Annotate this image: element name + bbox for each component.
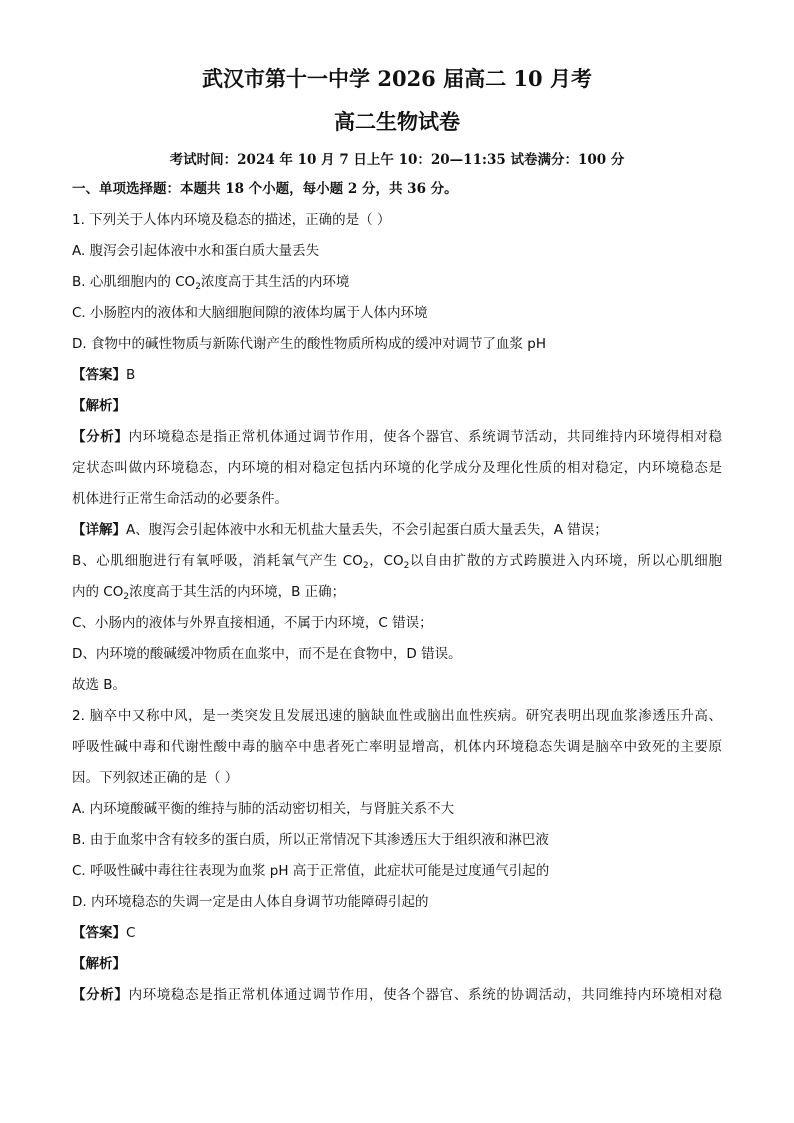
q1-fenxi-1 <box>72 415 722 446</box>
xiangjie-tag: 【详解】 <box>72 522 126 538</box>
subscript: 2 <box>362 561 369 571</box>
q1-option-b-text-end: 浓度高于其生活的内环境 <box>200 274 350 290</box>
q1-conclusion: 故选 B。 <box>72 677 127 693</box>
q1-xiangjie-c: C、小肠内的液体与外界直接相通，不属于内环境，C 错误； <box>72 615 433 631</box>
q1-analysis <box>72 384 722 415</box>
fenxi-text: 内环境稳态是指正常机体通过调节作用，使各个器官、系统调节活动，共同维持内环境得相对稳 <box>128 429 722 445</box>
xiangjie-text: A、腹泻会引起体液中水和无机盐大量丢失，不会引起蛋白质大量丢失，A 错误； <box>126 522 608 538</box>
fenxi-text: 内环境稳态是指正常机体通过调节作用，使各个器官、系统的协调活动，共同维持内环境相对稳 <box>128 987 722 1003</box>
answer-value: B <box>126 367 136 383</box>
q1-fenxi-3: 机体进行正常生命活动的必要条件。 <box>72 491 288 507</box>
xj-b1-mid: ，CO <box>368 553 404 569</box>
q1-xiangjie-b1 <box>72 539 722 570</box>
q2-stem-3: 因。下列叙述正确的是（ ） <box>72 770 239 786</box>
analysis-tag: 【解析】 <box>72 956 126 972</box>
q1-fenxi-2: 定状态叫做内环境稳态，内环境的相对稳定包括内环境的化学成分及理化性质的相对稳定，内环境稳态是 <box>72 460 722 476</box>
exam-title: 武汉市第十一中学 2026 届高二 10 月考 <box>202 66 592 91</box>
xj-b2-end: 浓度高于其生活的内环境，B 正确； <box>129 584 346 600</box>
xj-b1-end: 以自由扩散的方式跨膜进入内环境，所以心肌细胞 <box>409 553 722 569</box>
answer-tag: 【答案】 <box>72 367 126 383</box>
exam-info: 考试时间：2024 年 10 月 7 日上午 10：20—11:35 试卷满分：100 分 <box>169 152 625 168</box>
subscript: 2 <box>123 592 130 602</box>
q1-xiangjie-d: D、内环境的酸碱缓冲物质在血浆中，而不是在食物中，D 错误。 <box>72 646 462 662</box>
xj-b1-text: B、心肌细胞进行有氧呼吸，消耗氧气产生 CO <box>72 553 363 569</box>
exam-subtitle: 高二生物试卷 <box>334 109 460 134</box>
q2-answer <box>72 911 722 942</box>
answer-tag: 【答案】 <box>72 925 126 941</box>
subscript: 2 <box>403 561 410 571</box>
q1-stem: 1. 下列关于人体内环境及稳态的描述，正确的是（ ） <box>72 212 391 228</box>
q1-answer <box>72 353 722 384</box>
q1-option-a: A. 腹泻会引起体液中水和蛋白质大量丢失 <box>72 243 320 259</box>
q1-option-c: C. 小肠腔内的液体和大脑细胞间隙的液体均属于人体内环境 <box>72 305 428 321</box>
subscript: 2 <box>195 282 201 292</box>
q1-xiangjie-b2 <box>72 570 722 601</box>
q2-stem-1: 2. 脑卒中又称中风，是一类突发且发展迅速的脑缺血性或脑出血性疾病。研究表明出现血浆渗透压升高、 <box>72 708 722 724</box>
q2-stem-2: 呼吸性碱中毒和代谢性酸中毒的脑卒中患者死亡率明显增高，机体内环境稳态失调是脑卒中致死的主要原 <box>72 739 722 755</box>
q2-option-c: C. 呼吸性碱中毒往往表现为血浆 pH 高于正常值，此症状可能是过度通气引起的 <box>72 863 550 879</box>
q1-xiangjie-a <box>72 508 722 539</box>
fenxi-tag: 【分析】 <box>72 987 129 1003</box>
answer-value: C <box>126 925 136 941</box>
question-1 <box>72 198 722 694</box>
q2-analysis <box>72 942 722 973</box>
q2-fenxi-1 <box>72 973 722 1004</box>
fenxi-tag: 【分析】 <box>72 429 129 445</box>
xj-b2-text: 内的 CO <box>72 584 124 600</box>
q2-option-a: A. 内环境酸碱平衡的维持与肺的活动密切相关，与肾脏关系不大 <box>72 801 455 817</box>
section-heading: 一、单项选择题：本题共 18 个小题，每小题 2 分，共 36 分。 <box>72 181 458 197</box>
q2-option-b: B. 由于血浆中含有较多的蛋白质，所以正常情况下其渗透压大于组织液和淋巴液 <box>72 832 549 848</box>
analysis-tag: 【解析】 <box>72 398 126 414</box>
question-2 <box>72 694 722 1004</box>
q1-option-b <box>72 260 722 291</box>
q1-option-b-text: B. 心肌细胞内的 CO <box>72 274 196 290</box>
q2-option-d: D. 内环境稳态的失调一定是由人体自身调节功能障碍引起的 <box>72 894 429 910</box>
q1-option-d: D. 食物中的碱性物质与新陈代谢产生的酸性物质所构成的缓冲对调节了血浆 pH <box>72 336 546 352</box>
